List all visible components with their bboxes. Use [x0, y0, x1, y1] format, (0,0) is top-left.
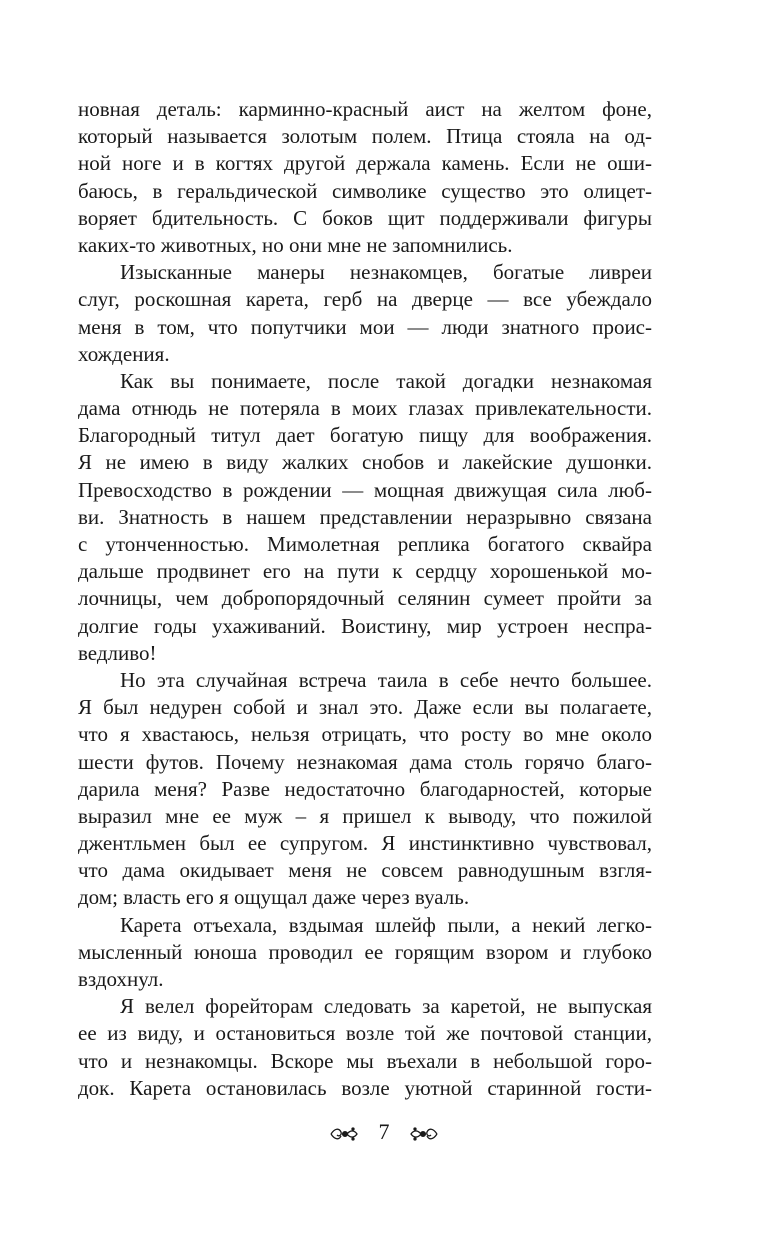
text-line: выразил мне ее муж – я пришел к выводу, что пожилой: [78, 803, 652, 828]
page-footer: [0, 1117, 768, 1145]
text-line: каких-то животных, но они мне не запомнились.: [78, 232, 513, 257]
text-line: Изысканные манеры незнакомцев, богатые ливреи: [120, 260, 652, 285]
text-line: док. Карета остановилась возле уютной старинной гости-: [78, 1075, 652, 1100]
text-line: воряет бдительность. С боков щит поддерживали фигуры: [78, 205, 652, 230]
text-line: Я был недурен собой и знал это. Даже если вы полагаете,: [78, 695, 652, 720]
paragraph: [78, 259, 652, 368]
text-line: дом; власть его я ощущал даже через вуаль.: [78, 885, 470, 910]
text-line: Как вы понимаете, после такой догадки незнакомая: [120, 368, 652, 393]
floral-ornament-right-icon: [409, 1123, 439, 1141]
text-line: новная деталь: карминно-красный аист на желтом фоне,: [78, 97, 652, 121]
page-body: [78, 96, 652, 1102]
text-line: ви. Знатность в нашем представлении неразрывно связана: [78, 504, 652, 529]
paragraph: [78, 368, 652, 667]
text-line: Благородный титул дает богатую пищу для воображения.: [78, 423, 652, 448]
text-line: Но эта случайная встреча таила в себе нечто большее.: [120, 667, 652, 692]
paragraph: [78, 96, 652, 259]
text-line: Карета отъехала, вздымая шлейф пыли, а некий легко-: [120, 912, 652, 937]
text-line: лочницы, чем добропорядочный селянин сумеет пройти за: [78, 586, 652, 611]
floral-ornament-left-icon: [329, 1123, 359, 1141]
text-line: дарила меня? Разве недостаточно благодарностей, которые: [78, 776, 652, 801]
text-line: меня в том, что попутчики мои — люди знатного проис-: [78, 314, 652, 339]
text-line: что я хвастаюсь, нельзя отрицать, что росту во мне около: [78, 722, 652, 747]
text-line: баюсь, в геральдической символике существо это олицет-: [78, 178, 652, 203]
paragraph: [78, 667, 652, 912]
text-line: хождения.: [78, 341, 170, 366]
text-line: вздохнул.: [78, 967, 164, 991]
paragraph: [78, 993, 652, 1102]
text-line: шести футов. Почему незнакомая дама столь горячо благо-: [78, 749, 652, 774]
text-line: с утонченностью. Мимолетная реплика богатого сквайра: [78, 532, 652, 556]
text-line: который называется золотым полем. Птица стояла на од-: [78, 124, 652, 149]
text-line: ведливо!: [78, 640, 157, 665]
text-line: мысленный юноша проводил ее горящим взором и глубоко: [78, 939, 652, 964]
text-line: что и незнакомцы. Вскоре мы въехали в небольшой горо-: [78, 1048, 652, 1073]
text-line: ее из виду, и остановиться возле той же почтовой станции,: [78, 1021, 652, 1046]
text-line: дама отнюдь не потеряла в моих глазах привлекательности.: [78, 396, 652, 421]
text-line: дальше продвинет его на пути к сердцу хорошенькой мо-: [78, 559, 652, 584]
text-line: слуг, роскошная карета, герб на дверце — все убеждало: [78, 287, 652, 312]
text-line: долгие годы ухаживаний. Воистину, мир устроен неспра-: [78, 613, 652, 638]
text-line: Превосходство в рождении — мощная движущая сила люб-: [78, 477, 652, 502]
paragraph: [78, 912, 652, 994]
text-line: ной ноге и в когтях другой держала камень. Если не оши-: [78, 151, 652, 176]
text-line: Я не имею в виду жалких снобов и лакейские душонки.: [78, 450, 652, 475]
text-line: джентльмен был ее супругом. Я инстинктивно чувствовал,: [78, 831, 652, 856]
text-line: что дама окидывает меня не совсем равнодушным взгля-: [78, 858, 652, 883]
page-number: 7: [378, 1118, 390, 1144]
text-line: Я велел форейторам следовать за каретой, не выпуская: [120, 994, 652, 1019]
